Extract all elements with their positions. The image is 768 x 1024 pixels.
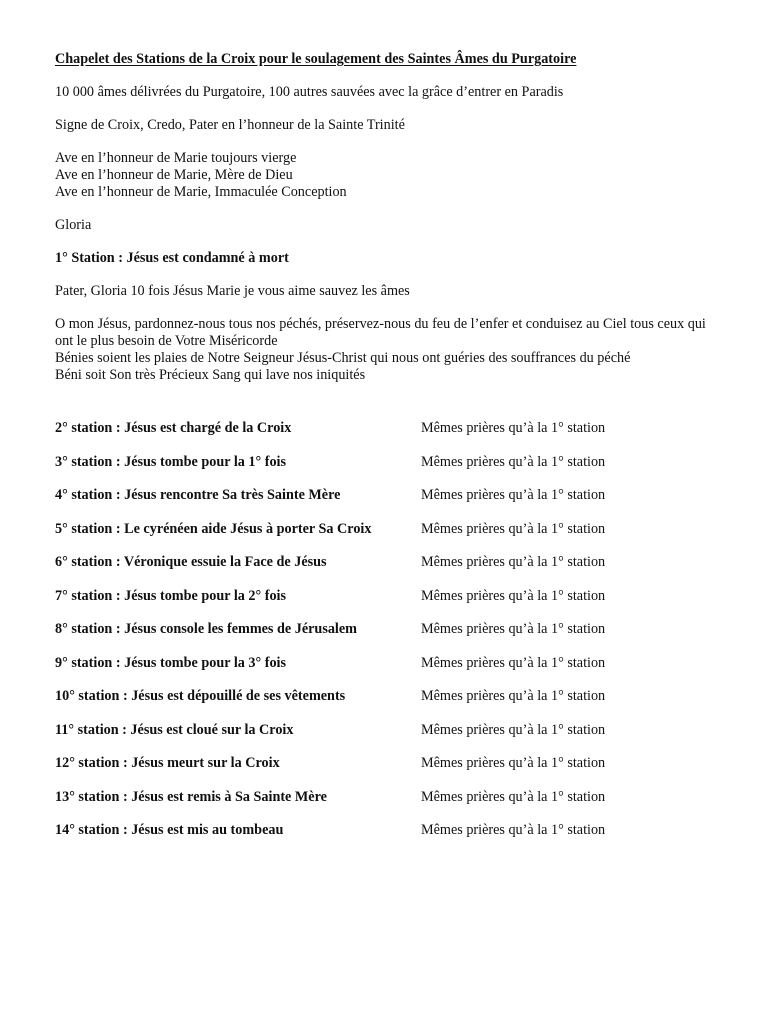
station-row <box>55 655 745 672</box>
spacer <box>55 267 745 283</box>
opening-prayers: Signe de Croix, Credo, Pater en l’honneur de la Sainte Trinité <box>55 117 405 133</box>
station-name: 12° station : Jésus meurt sur la Croix <box>55 755 280 771</box>
stations-list <box>55 420 745 856</box>
station-prayer: Mêmes prières qu’à la 1° station <box>421 587 606 604</box>
station-row <box>55 822 745 839</box>
station-name: 10° station : Jésus est dépouillé de ses vêtements <box>55 688 346 704</box>
station-name: 13° station : Jésus est remis à Sa Sainte Mère <box>55 788 327 805</box>
station-prayer: Mêmes prières qu’à la 1° station <box>421 453 606 470</box>
station-name: 7° station : Jésus tombe pour la 2° fois <box>55 587 287 604</box>
station-row <box>55 487 745 504</box>
spacer <box>55 101 745 117</box>
station-prayer: Mêmes prières qu’à la 1° station <box>421 822 606 838</box>
station-row <box>55 554 745 571</box>
station-prayer: Mêmes prières qu’à la 1° station <box>421 688 606 704</box>
station-prayer: Mêmes prières qu’à la 1° station <box>421 520 606 537</box>
station-row <box>55 722 745 739</box>
spacer <box>55 134 745 150</box>
station-name: 4° station : Jésus rencontre Sa très Sainte Mère <box>55 487 341 503</box>
station-name: 6° station : Véronique essuie la Face de Jésus <box>55 554 327 570</box>
spacer <box>55 300 745 316</box>
station-1-prayer-main: O mon Jésus, pardonnez-nous tous nos péchés, préservez-nous du feu de l’enfer et conduisez au Ciel tous ceux qui ont le plus besoin de Votre Miséricorde <box>55 316 706 349</box>
station-1-heading: 1° Station : Jésus est condamné à mort <box>55 250 289 266</box>
station-prayer: Mêmes prières qu’à la 1° station <box>421 420 606 436</box>
station-1-prayer-blood: Béni soit Son très Précieux Sang qui lave nos iniquités <box>55 367 366 383</box>
document-title: Chapelet des Stations de la Croix pour le soulagement des Saintes Âmes du Purgatoire <box>55 51 577 67</box>
spacer <box>55 234 745 250</box>
station-name: 8° station : Jésus console les femmes de Jérusalem <box>55 621 357 637</box>
station-name: 14° station : Jésus est mis au tombeau <box>55 822 284 838</box>
station-row <box>55 420 745 437</box>
station-prayer: Mêmes prières qu’à la 1° station <box>421 621 606 637</box>
document-body <box>55 51 745 384</box>
spacer <box>55 201 745 217</box>
station-prayer: Mêmes prières qu’à la 1° station <box>421 755 606 771</box>
station-name: 3° station : Jésus tombe pour la 1° fois <box>55 453 287 470</box>
station-row <box>55 621 745 638</box>
gloria-line: Gloria <box>55 217 92 233</box>
station-prayer: Mêmes prières qu’à la 1° station <box>421 721 606 738</box>
ave-line: Ave en l’honneur de Marie, Immaculée Conception <box>55 184 347 200</box>
station-row <box>55 521 745 538</box>
station-name: 9° station : Jésus tombe pour la 3° fois <box>55 654 287 671</box>
station-name: 11° station : Jésus est cloué sur la Croix <box>55 721 294 738</box>
station-1-prayer-wounds: Bénies soient les plaies de Notre Seigneur Jésus-Christ qui nous ont guéries des souffrances du péché <box>55 350 631 366</box>
spacer <box>55 68 745 84</box>
station-row <box>55 755 745 772</box>
station-prayer: Mêmes prières qu’à la 1° station <box>421 788 606 805</box>
ave-line: Ave en l’honneur de Marie, Mère de Dieu <box>55 167 293 183</box>
station-name: 5° station : Le cyrénéen aide Jésus à porter Sa Croix <box>55 520 372 537</box>
station-prayer: Mêmes prières qu’à la 1° station <box>421 654 606 671</box>
station-prayer: Mêmes prières qu’à la 1° station <box>421 554 606 570</box>
ave-line: Ave en l’honneur de Marie toujours vierge <box>55 150 297 166</box>
station-row <box>55 454 745 471</box>
station-prayer: Mêmes prières qu’à la 1° station <box>421 487 606 503</box>
station-row <box>55 789 745 806</box>
station-row <box>55 588 745 605</box>
station-row <box>55 688 745 705</box>
station-1-prayer-intro: Pater, Gloria 10 fois Jésus Marie je vous aime sauvez les âmes <box>55 283 410 299</box>
intro-text: 10 000 âmes délivrées du Purgatoire, 100 autres sauvées avec la grâce d’entrer en Paradis <box>55 84 564 100</box>
station-name: 2° station : Jésus est chargé de la Croix <box>55 420 292 436</box>
